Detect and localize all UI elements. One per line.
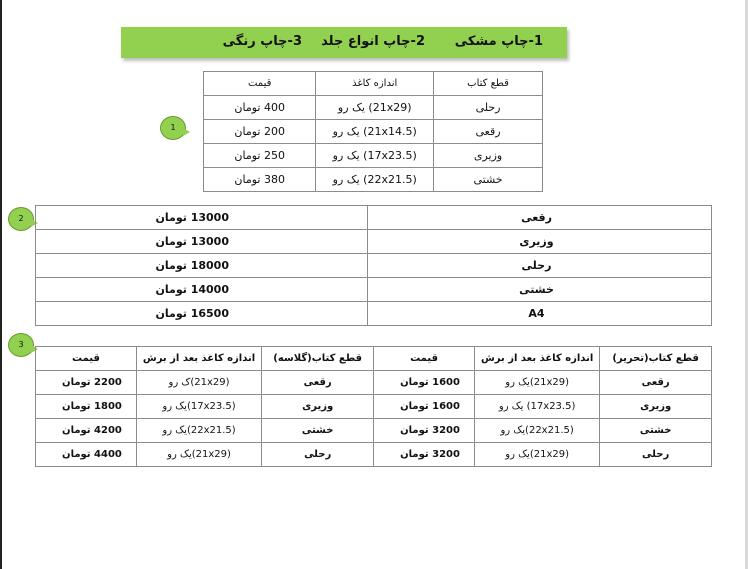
table-header-row [36, 347, 712, 371]
table-header-row [204, 72, 543, 96]
header-book-size: قطع کتاب [434, 72, 543, 96]
table-row [36, 443, 712, 467]
cell-price: 380 تومان [204, 168, 316, 192]
cell-price: 250 تومان [204, 144, 316, 168]
cell-book-size: رحلی [368, 254, 712, 278]
table-row [36, 395, 712, 419]
header-book-size-glossy: قطع کتاب(گلاسه) [262, 347, 374, 371]
header-paper-size: اندازه کاغذ [316, 72, 434, 96]
cell-book-size: رقعی [368, 206, 712, 230]
cell-paper-size: (21x29)یک رو [474, 371, 599, 395]
header-paper-size: اندازه کاغذ بعد از برش [474, 347, 599, 371]
black-print-price-table [203, 71, 543, 192]
table-row [204, 144, 543, 168]
table-row [36, 230, 712, 254]
cell-book-size: رقعی [600, 371, 712, 395]
cell-paper-size: (21x29) یک رو [316, 96, 434, 120]
table-row [204, 120, 543, 144]
table-row [36, 206, 712, 230]
cell-paper-size: (22x21.5) یک رو [316, 168, 434, 192]
cell-book-size: وزیری [368, 230, 712, 254]
service-banner [121, 27, 567, 58]
cell-paper-size: (21x29)یک رو [136, 443, 261, 467]
table-row [204, 168, 543, 192]
cell-price: 14000 تومان [36, 278, 368, 302]
cell-price: 4200 تومان [36, 419, 137, 443]
cell-price: 13000 تومان [36, 206, 368, 230]
banner-item-black-print: 1-چاپ مشکی [454, 34, 543, 49]
section-marker-2: 2 [8, 207, 34, 231]
cell-book-size: خشتی [434, 168, 543, 192]
header-price: قیمت [36, 347, 137, 371]
table-row [36, 302, 712, 326]
cell-paper-size: (17x23.5) یک رو [316, 144, 434, 168]
cell-book-size: رحلی [600, 443, 712, 467]
banner-item-color-print: 3-چاپ رنگی [222, 34, 302, 49]
cell-paper-size: (17x23.5) یک رو [474, 395, 599, 419]
header-price: قیمت [374, 347, 475, 371]
page-left-edge [0, 0, 2, 569]
cell-book-size: خشتی [262, 419, 374, 443]
cell-book-size: رحلی [262, 443, 374, 467]
cell-paper-size: (22x21.5)یک رو [474, 419, 599, 443]
cell-paper-size: (17x23.5)یک رو [136, 395, 261, 419]
cell-paper-size: (21x29)یک رو [474, 443, 599, 467]
color-print-price-table [35, 346, 712, 467]
section-marker-3: 3 [8, 333, 34, 357]
banner-item-cover-print: 2-چاپ انواع جلد [321, 34, 425, 49]
cell-price: 1600 تومان [374, 395, 475, 419]
cell-price: 13000 تومان [36, 230, 368, 254]
table-row [36, 371, 712, 395]
cell-book-size: A4 [368, 302, 712, 326]
cell-paper-size: (21x14.5) یک رو [316, 120, 434, 144]
cell-price: 3200 تومان [374, 419, 475, 443]
table-row [204, 96, 543, 120]
cell-book-size: خشتی [600, 419, 712, 443]
cover-print-price-table [35, 205, 712, 326]
section-marker-1: 1 [160, 116, 186, 140]
cell-book-size: وزیری [262, 395, 374, 419]
table-row [36, 254, 712, 278]
cell-price: 200 تومان [204, 120, 316, 144]
cell-book-size: رحلی [434, 96, 543, 120]
cell-price: 1800 تومان [36, 395, 137, 419]
cell-price: 18000 تومان [36, 254, 368, 278]
cell-paper-size: (22x21.5)یک رو [136, 419, 261, 443]
cell-book-size: رقعی [434, 120, 543, 144]
cell-price: 3200 تومان [374, 443, 475, 467]
cell-price: 1600 تومان [374, 371, 475, 395]
cell-book-size: وزیری [434, 144, 543, 168]
table-row [36, 278, 712, 302]
cell-book-size: خشتی [368, 278, 712, 302]
header-book-size-tahrir: قطع کتاب(تحریر) [600, 347, 712, 371]
cell-book-size: وزیری [600, 395, 712, 419]
cell-book-size: رقعی [262, 371, 374, 395]
cell-paper-size: (21x29)ک رو [136, 371, 261, 395]
cell-price: 16500 تومان [36, 302, 368, 326]
cell-price: 2200 تومان [36, 371, 137, 395]
header-paper-size: اندازه کاغذ بعد از برش [136, 347, 261, 371]
cell-price: 4400 تومان [36, 443, 137, 467]
header-price: قیمت [204, 72, 316, 96]
cell-price: 400 تومان [204, 96, 316, 120]
table-row [36, 419, 712, 443]
